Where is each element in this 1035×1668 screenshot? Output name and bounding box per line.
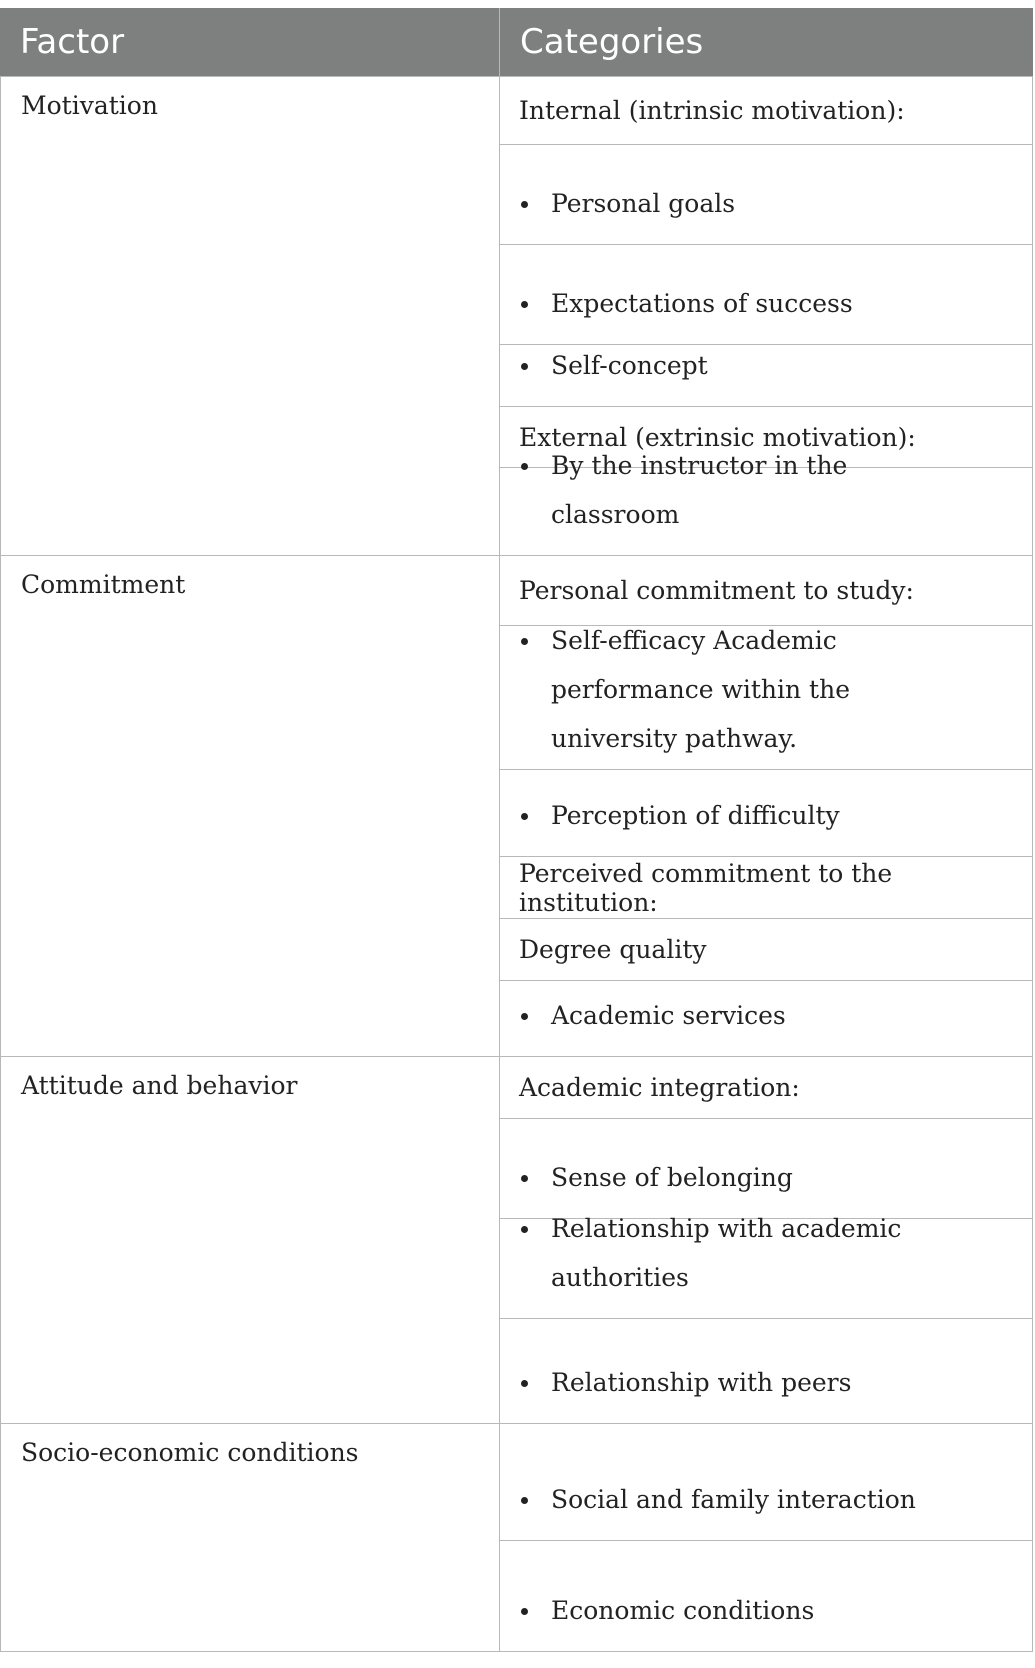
category-heading [499, 1056, 1033, 1118]
header-categories: Categories [499, 8, 1033, 76]
category-heading [499, 76, 1033, 144]
category-text: Self-efficacy Academic performance within the university pathway. [551, 626, 850, 753]
factor-motivation: Motivation [0, 76, 499, 555]
category-text: Economic conditions [551, 1596, 815, 1625]
category-item [499, 980, 1033, 1056]
bullet-icon [521, 638, 528, 645]
category-text: Personal goals [551, 189, 736, 218]
category-item [499, 451, 1033, 555]
bullet-icon [521, 363, 528, 370]
factor-socio-economic: Socio-economic conditions [0, 1423, 499, 1651]
category-item [499, 769, 1033, 856]
bullet-icon [521, 1175, 528, 1182]
category-text: Personal commitment to study: [519, 576, 914, 605]
header-factor: Factor [0, 8, 499, 76]
bullet-icon [521, 1608, 528, 1615]
bullet-icon [521, 201, 528, 208]
category-text: Perceived commitment to the institution: [519, 858, 893, 917]
category-item [499, 144, 1033, 244]
category-text: External (extrinsic motivation): [519, 422, 916, 452]
category-text: Sense of belonging [551, 1163, 793, 1192]
category-heading [499, 918, 1033, 980]
category-text: Relationship with academic authorities [551, 1214, 902, 1292]
category-text: Academic services [551, 1001, 786, 1030]
category-text: Expectations of success [551, 289, 853, 318]
bullet-icon [521, 1497, 528, 1504]
bullet-icon [521, 813, 528, 820]
category-heading [499, 856, 1033, 918]
category-item [499, 1118, 1033, 1218]
bullet-icon [521, 463, 528, 470]
category-text: By the instructor in the classroom [551, 451, 848, 529]
category-text: Social and family interaction [551, 1485, 916, 1514]
category-heading [499, 555, 1033, 625]
category-item [499, 1540, 1033, 1651]
factors-table [0, 8, 1033, 1652]
category-text: Degree quality [519, 935, 707, 964]
category-item [499, 1318, 1033, 1423]
category-text: Perception of difficulty [551, 801, 840, 830]
category-text: Internal (intrinsic motivation): [519, 96, 905, 125]
category-item [499, 244, 1033, 344]
factor-commitment: Commitment [0, 555, 499, 1056]
category-item [499, 1214, 1033, 1318]
bullet-icon [521, 1013, 528, 1020]
category-text: Self-concept [551, 351, 708, 380]
category-text: Academic integration: [519, 1073, 800, 1102]
bullet-icon [521, 1226, 528, 1233]
bullet-icon [521, 301, 528, 308]
category-item [499, 625, 1033, 769]
factor-attitude-behavior: Attitude and behavior [0, 1056, 499, 1423]
category-item [499, 1423, 1033, 1540]
category-item [499, 344, 1033, 406]
category-text: Relationship with peers [551, 1368, 852, 1397]
bullet-icon [521, 1380, 528, 1387]
